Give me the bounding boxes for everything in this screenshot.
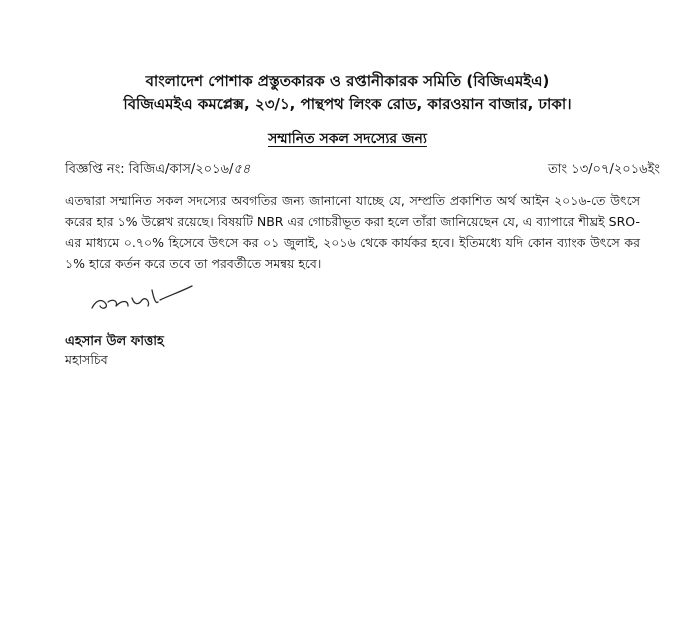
memo-number-handwritten: ৫৪	[233, 162, 251, 177]
notice-subject-text: সম্মানিত সকল সদস্যের জন্য	[268, 131, 427, 147]
notice-subject	[0, 127, 695, 151]
memo-number	[65, 160, 250, 181]
memo-date: তাং ১৩/০৭/২০১৬ইং	[548, 162, 660, 177]
signatory-name: এহসান উল ফাত্তাহ	[65, 334, 164, 349]
signatory-title: মহাসচিব	[65, 352, 108, 367]
memo-number-prefix: বিজ্ঞপ্তি নং: বিজিএ/কাস/২০১৬/	[65, 162, 234, 177]
organization-name: বাংলাদেশ পোশাক প্রস্তুতকারক ও রপ্তানীকারক সমিতি (বিজিএমইএ)	[145, 72, 550, 90]
organization-address: বিজিএমইএ কমপ্লেক্স, ২৩/১, পান্থপথ লিংক রোড, কারওয়ান বাজার, ঢাকা।	[123, 95, 572, 113]
handwritten-signature	[88, 278, 208, 318]
notice-body: এতদ্বারা সম্মানিত সকল সদস্যের অবগতির জন্য জানানো যাচ্ছে যে, সম্প্রতি প্রকাশিত অর্থ আইন ২০১৬-তে উৎসে করের হার ১% উল্লেখ রয়েছে। বিষয়টি NBR এর গোচরীভূত করা হলে তাঁরা জানিয়েছেন যে, এ ব্যাপারে শীঘ্রই SRO-এর মাধ্যমে ০.৭০% হিসেবে উৎসে কর ০১ জুলাই, ২০১৬ থেকে কার্যকর হবে। ইতিমধ্যে যদি কোন ব্যাংক উৎসে কর ১% হারে কর্তন করে তবে তা পরবর্তীতে সমন্বয় হবে।	[65, 193, 640, 271]
